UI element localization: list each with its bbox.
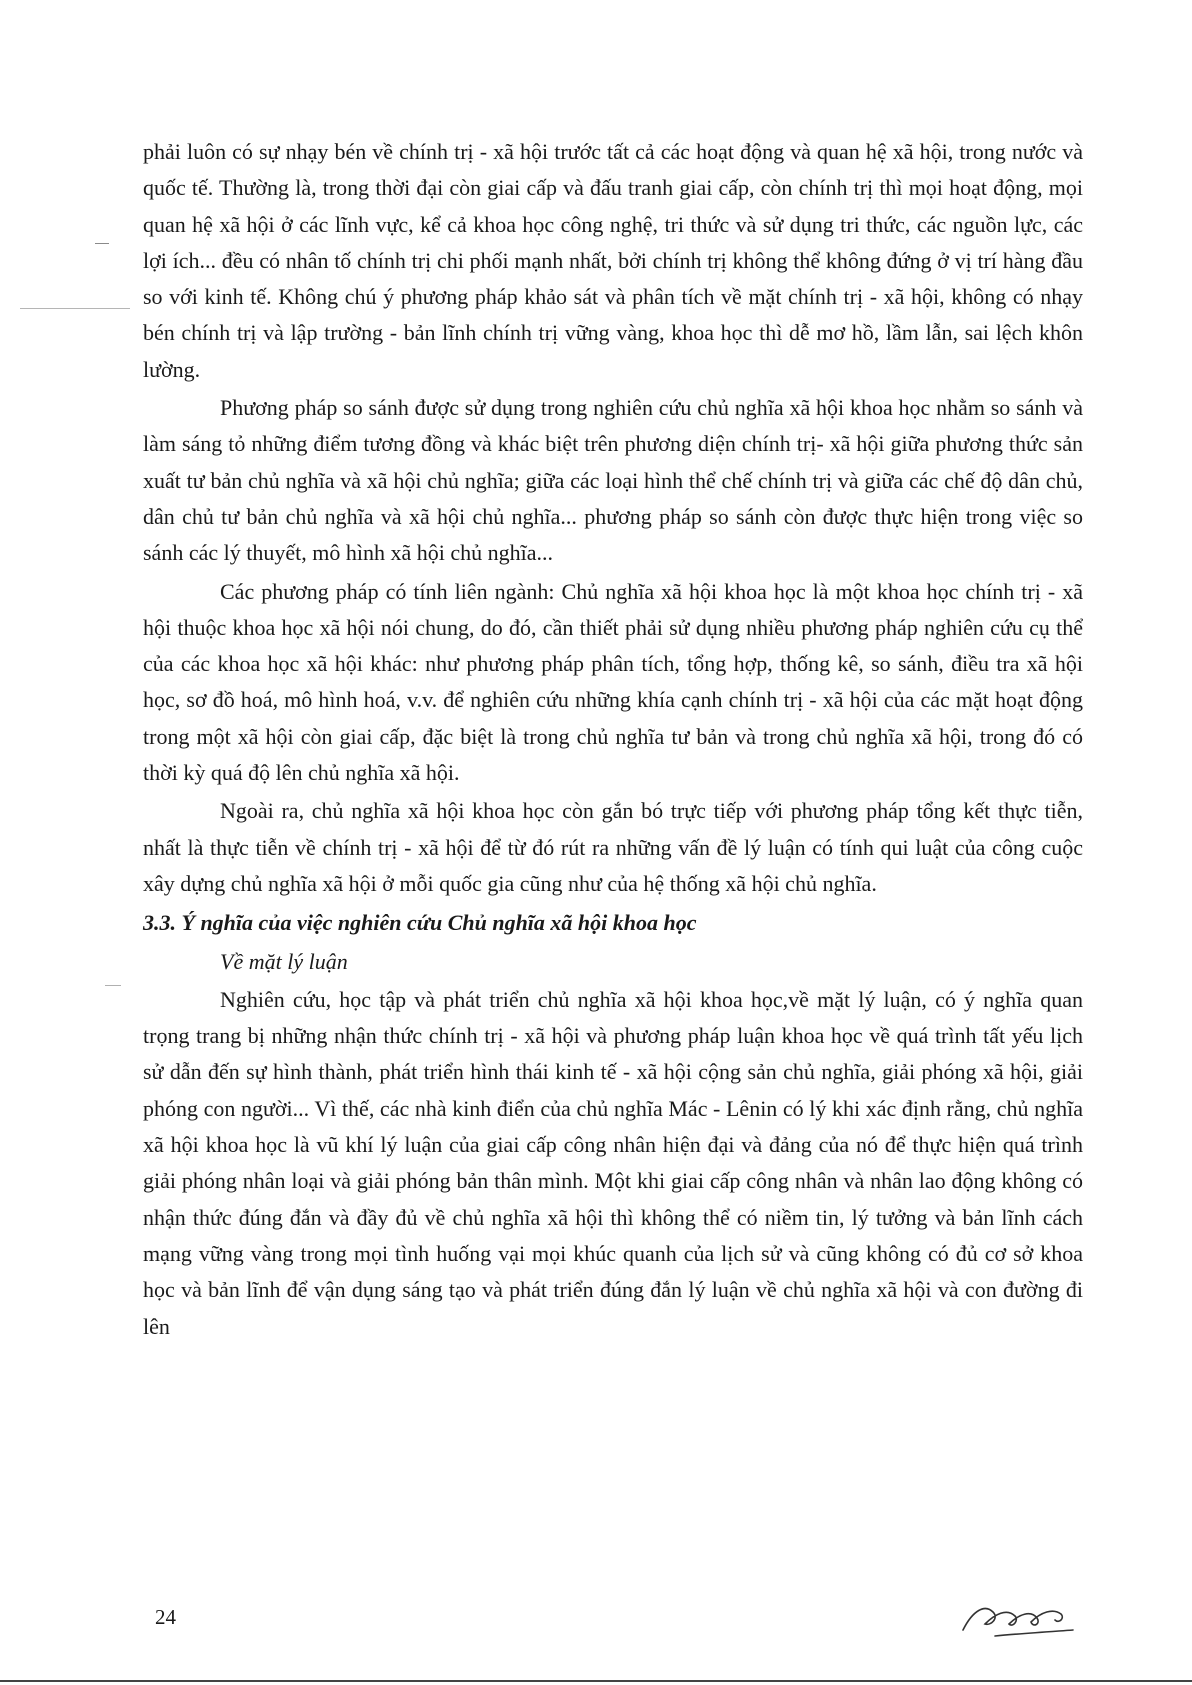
paragraph-2: Phương pháp so sánh được sử dụng trong nghiên cứu chủ nghĩa xã hội khoa học nhằm so sánh và làm sáng tỏ những điểm tương đồng và khác biệt trên phương diện chính trị- xã hội giữa phương thức sản xuất tư bản chủ nghĩa và xã hội chủ nghĩa; giữa các loại hình thể chế chính trị và giữa các chế độ dân chủ, dân chủ tư bản chủ nghĩa và xã hội chủ nghĩa... phương pháp so sánh còn được thực hiện trong việc so sánh các lý thuyết, mô hình xã hội chủ nghĩa... <box>143 395 1083 566</box>
signature-mark <box>955 1590 1085 1650</box>
paragraph-4: Ngoài ra, chủ nghĩa xã hội khoa học còn gắn bó trực tiếp với phương pháp tổng kết thực tiễn, nhất là thực tiễn về chính trị - xã hội để từ đó rút ra những vấn đề lý luận có tính qui luật của công cuộc xây dựng chủ nghĩa xã hội ở mỗi quốc gia cũng như của hệ thống xã hội chủ nghĩa. <box>143 798 1083 896</box>
scan-mark <box>20 308 130 309</box>
page-number: 24 <box>155 1605 176 1629</box>
subheading: Về mặt lý luận <box>220 948 348 974</box>
paragraph-3: Các phương pháp có tính liên ngành: Chủ nghĩa xã hội khoa học là một khoa học chính trị - xã hội thuộc khoa học xã hội nói chung, do đó, cần thiết phải sử dụng nhiều phương pháp nghiên cứu cụ thể của các khoa học xã hội khác: như phương pháp phân tích, tổng hợp, thống kê, so sánh, điều tra xã hội học, sơ đồ hoá, mô hình hoá, v.v. để nghiên cứu những khía cạnh chính trị - xã hội của các mặt hoạt động trong một xã hội còn giai cấp, đặc biệt là trong chủ nghĩa tư bản và trong chủ nghĩa xã hội, trong đó có thời kỳ quá độ lên chủ nghĩa xã hội. <box>143 578 1083 786</box>
scan-mark <box>95 243 109 244</box>
page-body <box>143 134 1083 1345</box>
section-heading: 3.3. Ý nghĩa của việc nghiên cứu Chủ nghĩa xã hội khoa học <box>143 910 697 936</box>
paragraph-5: Nghiên cứu, học tập và phát triển chủ nghĩa xã hội khoa học,về mặt lý luận, có ý nghĩa quan trọng trang bị những nhận thức chính trị - xã hội và phương pháp luận khoa học về quá trình tất yếu lịch sử dẫn đến sự hình thành, phát triển hình thái kinh tế - xã hội cộng sản chủ nghĩa, giải phóng xã hội, giải phóng con người... Vì thế, các nhà kinh điển của chủ nghĩa Mác - Lênin có lý khi xác định rằng, chủ nghĩa xã hội khoa học là vũ khí lý luận của giai cấp công nhân hiện đại và đảng của nó để thực hiện quá trình giải phóng nhân loại và giải phóng bản thân mình. Một khi giai cấp công nhân và nhân lao động không có nhận thức đúng đắn và đầy đủ về chủ nghĩa xã hội thì không thể có niềm tin, lý tưởng và bản lĩnh cách mạng vững vàng trong mọi tình huống vại mọi khúc quanh của lịch sử và cũng không có đủ cơ sở khoa học và bản lĩnh để vận dụng sáng tạo và phát triển đúng đắn lý luận về chủ nghĩa xã hội và con đường đi lên <box>143 986 1083 1339</box>
scan-mark <box>105 985 121 986</box>
page-bottom-edge <box>0 1680 1192 1682</box>
paragraph-1: phải luôn có sự nhạy bén về chính trị - xã hội trước tất cả các hoạt động và quan hệ xã hội, trong nước và quốc tế. Thường là, trong thời đại còn giai cấp và đấu tranh giai cấp, còn chính trị thì mọi hoạt động, mọi quan hệ xã hội ở các lĩnh vực, kể cả khoa học công nghệ, tri thức và sử dụng tri thức, các nguồn lực, các lợi ích... đều có nhân tố chính trị chi phối mạnh nhất, bởi chính trị không thể không đứng ở vị trí hàng đầu so với kinh tế. Không chú ý phương pháp khảo sát và phân tích về mặt chính trị - xã hội, không có nhạy bén chính trị và lập trường - bản lĩnh chính trị vững vàng, khoa học thì dễ mơ hồ, lầm lẫn, sai lệch khôn lường. <box>143 139 1083 382</box>
